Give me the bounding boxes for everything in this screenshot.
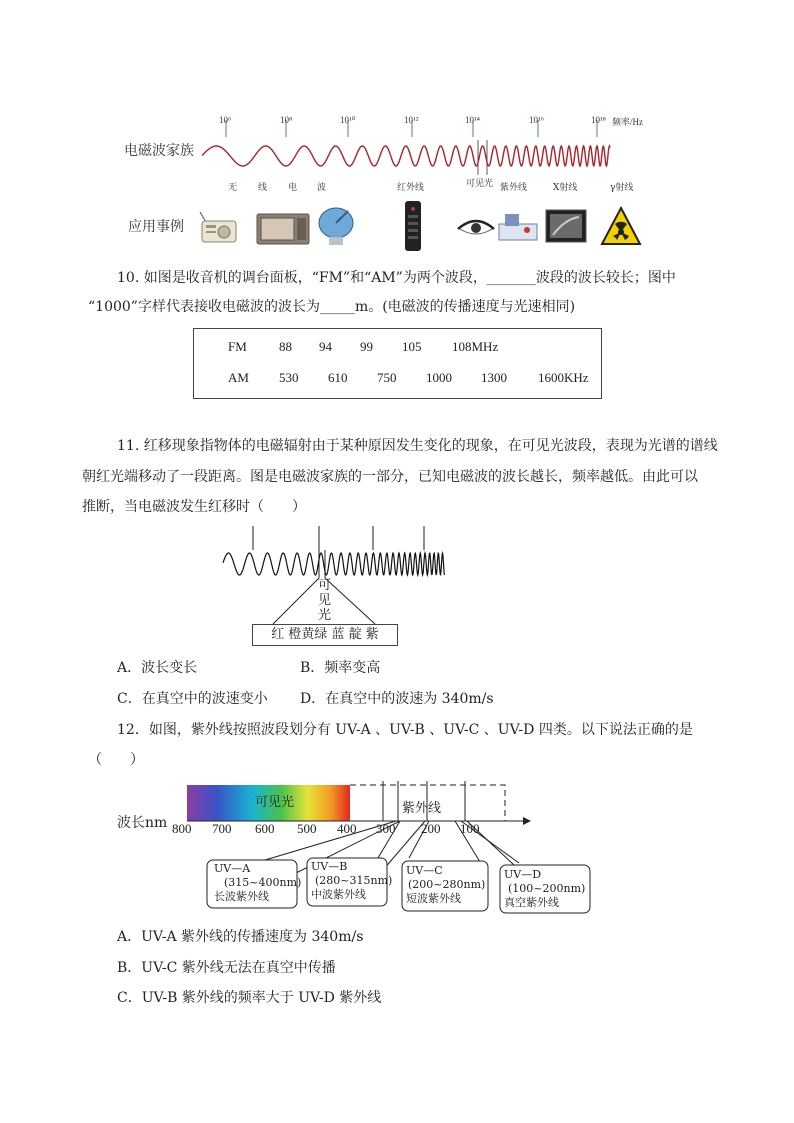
- axis-tick-label: 500: [297, 821, 317, 836]
- uv-d-name: UV—D: [504, 868, 542, 881]
- axis-tick-label: 600: [255, 821, 275, 836]
- uv-label: 紫外线: [402, 801, 442, 816]
- q12-option-c[interactable]: C．UV-B 紫外线的频率大于 UV-D 紫外线: [117, 990, 382, 1006]
- am-label: AM: [228, 370, 249, 385]
- applications-row-label: 应用事例: [128, 219, 184, 235]
- uv-a-desc: 长波紫外线: [214, 890, 269, 903]
- band-label: 电: [288, 183, 298, 193]
- visible-light-label-char: 见: [318, 593, 332, 608]
- wavelength-axis-label: 波长nm: [117, 815, 168, 831]
- q11-line1: 11. 红移现象指物体的电磁辐射由于某种原因发生变化的现象，在可见光波段，表现为光谱的谱线: [117, 438, 718, 454]
- freq-tick-label: 10¹²: [404, 115, 419, 125]
- spectrum-color-box: 红 橙黄绿 蓝 靛 紫: [252, 624, 398, 646]
- remote-control-icon: [403, 200, 423, 256]
- am-value: 610: [328, 370, 348, 385]
- q12-line2: （ ）: [88, 752, 144, 768]
- visible-light-label: 可见光: [255, 795, 295, 810]
- uv-device-icon: [497, 210, 539, 246]
- q11-option-d[interactable]: D．在真空中的波速为 340m/s: [300, 691, 494, 707]
- fm-value: 108MHz: [452, 339, 499, 354]
- q11-option-c[interactable]: C．在真空中的波速变小: [117, 691, 268, 707]
- q11-option-a[interactable]: A．波长变长: [117, 660, 198, 676]
- redshift-wave-line: [223, 553, 445, 575]
- q10-line2: “1000”字样代表接收电磁波的波长为_____m。(电磁波的传播速度与光速相同): [88, 299, 576, 315]
- band-label-infrared: 红外线: [397, 183, 425, 193]
- visible-light-label-char: 可: [318, 578, 332, 593]
- fm-label: FM: [228, 339, 247, 354]
- q11-line2: 朝红光端移动了一段距离。图是电磁波家族的一部分，已知电磁波的波长越长，频率越低。由此可以: [82, 469, 698, 485]
- am-value: 750: [377, 370, 397, 385]
- q12-option-a[interactable]: A．UV-A 紫外线的传播速度为 340m/s: [117, 929, 364, 945]
- freq-tick-label: 10⁸: [280, 115, 293, 125]
- radiation-icon: [600, 206, 642, 250]
- freq-tick-label: 10¹⁰: [340, 115, 356, 125]
- uv-c-name: UV—C: [406, 864, 443, 877]
- am-value: 1000: [426, 370, 452, 385]
- q12-option-b[interactable]: B．UV-C 紫外线无法在真空中传播: [117, 960, 336, 976]
- band-label: 波: [317, 183, 327, 193]
- fm-value: 105: [402, 339, 422, 354]
- freq-tick-label: 10⁶: [219, 115, 232, 125]
- freq-tick-label: 10¹⁶: [529, 115, 544, 125]
- uv-b-range: (280~315nm): [315, 874, 393, 887]
- am-value: 1600KHz: [538, 370, 589, 385]
- axis-tick-label: 100: [460, 821, 480, 836]
- radio-icon: [198, 210, 240, 248]
- band-label: 无: [228, 183, 238, 193]
- uv-c-callout: [406, 864, 485, 906]
- band-label-gamma: γ射线: [610, 183, 634, 193]
- q12-line1: 12．如图，紫外线按照波段划分有 UV-A 、UV-B 、UV-C 、UV-D 四类。以下说法正确的是: [117, 722, 693, 738]
- em-wave-line: [202, 146, 610, 166]
- uv-a-callout: [214, 862, 301, 904]
- visible-light-label-char: 光: [318, 608, 332, 623]
- axis-tick-label: 400: [337, 821, 357, 836]
- uv-b-desc: 中波紫外线: [311, 888, 366, 901]
- axis-tick-label: 800: [172, 821, 192, 836]
- am-value: 530: [279, 370, 299, 385]
- axis-tick-label: 300: [376, 821, 396, 836]
- uv-d-desc: 真空紫外线: [504, 896, 559, 909]
- fm-value: 99: [360, 339, 373, 354]
- q11-line3: 推断，当电磁波发生红移时（ ）: [82, 499, 306, 515]
- band-label-uv: 紫外线: [500, 183, 528, 193]
- uv-b-callout: [311, 860, 392, 902]
- uv-d-range: (100~200nm): [508, 882, 586, 895]
- microwave-oven-icon: [256, 213, 310, 249]
- fm-value: 88: [279, 339, 292, 354]
- uv-d-callout: [504, 868, 585, 910]
- axis-tick-label: 700: [212, 821, 232, 836]
- xray-film-icon: [545, 209, 587, 247]
- freq-unit-label: 频率/Hz: [612, 117, 643, 127]
- freq-tick-label: 10¹⁴: [465, 115, 480, 125]
- freq-tick-label: 10¹⁸: [591, 115, 606, 125]
- uv-b-name: UV—B: [311, 860, 348, 873]
- band-label-xray: X射线: [553, 183, 578, 193]
- axis-tick-label: 200: [421, 821, 441, 836]
- eye-icon: [456, 215, 496, 245]
- fm-value: 94: [319, 339, 332, 354]
- uv-c-desc: 短波紫外线: [406, 892, 461, 905]
- band-label-visible: 可见光: [466, 179, 494, 189]
- satellite-dish-icon: [316, 205, 356, 251]
- uv-a-name: UV—A: [214, 862, 251, 875]
- em-family-row-label: 电磁波家族: [124, 143, 194, 159]
- radio-tuning-panel: [193, 328, 602, 399]
- q10-line1: 10. 如图是收音机的调台面板，“FM”和“AM”为两个波段，_______波段的波长较长；图中: [117, 270, 676, 286]
- uv-a-range: (315~400nm): [224, 876, 302, 889]
- uv-c-range: (200~280nm): [408, 878, 486, 891]
- band-label: 线: [258, 183, 268, 193]
- q11-option-b[interactable]: B．频率变高: [300, 660, 381, 676]
- am-value: 1300: [481, 370, 507, 385]
